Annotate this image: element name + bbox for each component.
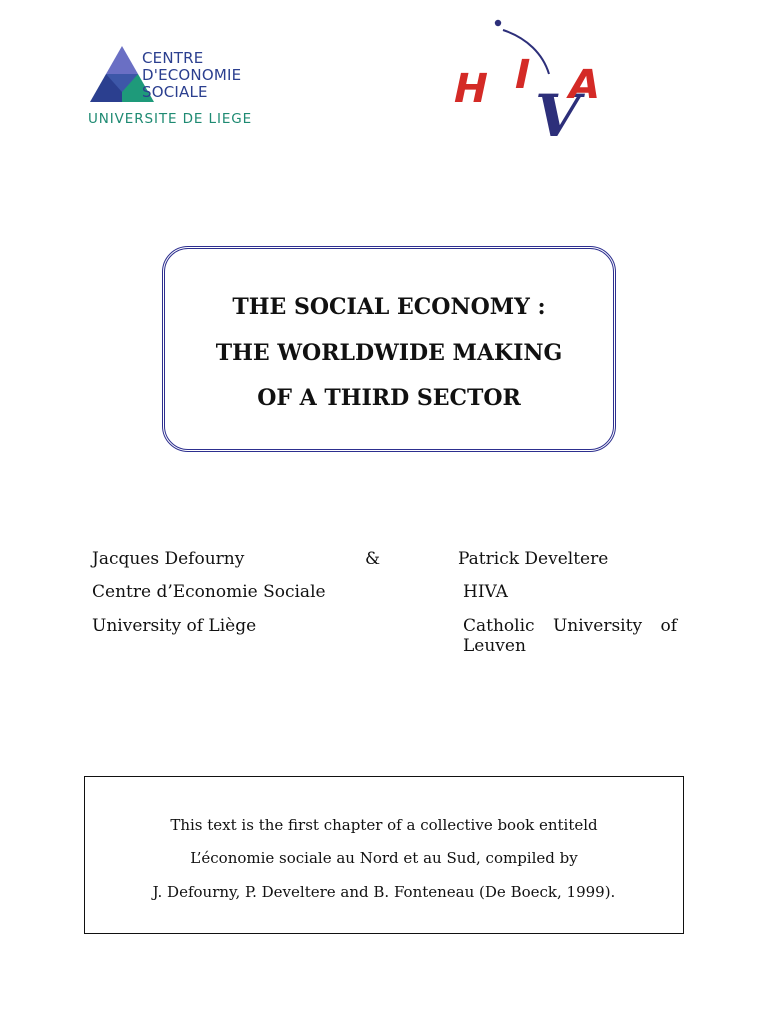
- ces-logo: [86, 44, 276, 134]
- hiva-letter-v: V: [535, 82, 581, 150]
- author-right-university: Catholic University of Leuven: [463, 616, 677, 656]
- ces-university: UNIVERSITE DE LIEGE: [88, 111, 253, 127]
- hiva-letter-i: I: [510, 50, 535, 98]
- hiva-letter-a: A: [563, 60, 605, 108]
- title-box: [162, 246, 616, 452]
- ces-name-line2: D'ECONOMIE: [142, 66, 242, 84]
- ces-name-line1: CENTRE: [142, 49, 204, 67]
- title-line-3: OF A THIRD SECTOR: [257, 385, 521, 411]
- hiva-logo-mark: [449, 18, 645, 150]
- title-line-1: THE SOCIAL ECONOMY :: [232, 294, 546, 320]
- title-line-2: THE WORLDWIDE MAKING: [215, 340, 563, 366]
- author-left-name: Jacques Defourny: [92, 549, 245, 569]
- author-separator: &: [365, 549, 381, 569]
- note-line-2: L’économie sociale au Nord et au Sud, compiled by: [190, 849, 578, 867]
- author-right-affiliation: HIVA: [463, 582, 508, 602]
- author-left-affiliation: Centre d’Economie Sociale: [92, 582, 326, 602]
- ces-name: [142, 50, 241, 101]
- author-right-name: Patrick Develtere: [458, 549, 609, 569]
- hiva-logo: [449, 18, 645, 150]
- note-line-1: This text is the first chapter of a collective book entiteld: [170, 816, 598, 834]
- note-line-3: J. Defourny, P. Develtere and B. Fonteneau (De Boeck, 1999).: [152, 883, 616, 901]
- author-left-university: University of Liège: [92, 616, 257, 636]
- publication-note-box: [84, 776, 684, 934]
- ces-name-line3: SOCIALE: [142, 83, 208, 101]
- hiva-letter-h: H: [449, 64, 493, 112]
- hiva-dot-icon: [495, 20, 501, 26]
